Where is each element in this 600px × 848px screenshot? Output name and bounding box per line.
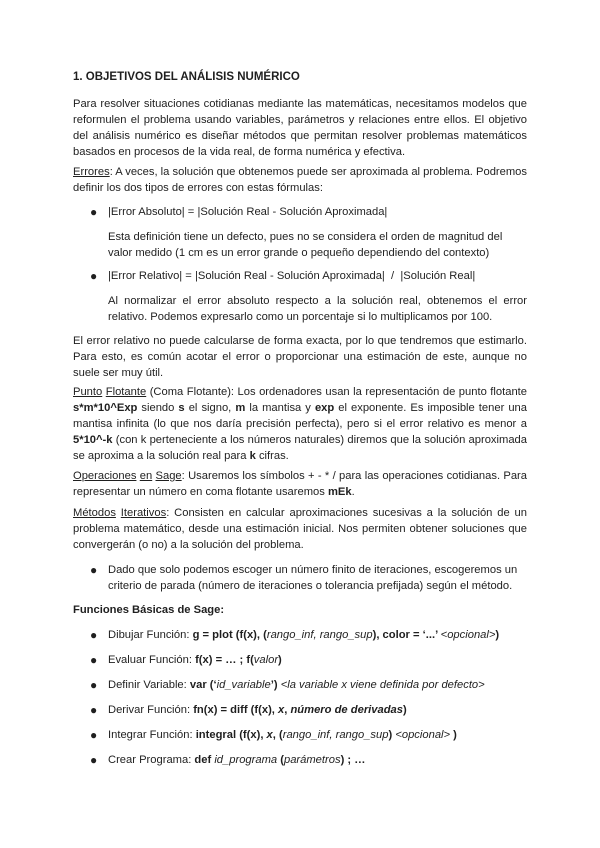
mantissa-symbol: m — [235, 402, 246, 414]
code-part: , — [284, 704, 291, 716]
code-param: número de derivadas — [290, 704, 404, 716]
code-part: ) — [450, 729, 457, 741]
code-part: ) — [388, 729, 396, 741]
errores-term: Errores — [73, 166, 110, 178]
punto-text: siendo — [137, 402, 179, 414]
intro-paragraph: Para resolver situaciones cotidianas mediante las matemáticas, necesitamos modelos que reformulen el problema usando variables, parámetros y relaciones entre ellos. El objetivo del análisis numérico es diseñar métodos que permitan resolver problemas matemáticos basados en procesos de la vida real, de forma numérica y efectiva. — [73, 98, 527, 158]
code-part: integral (f(x), — [195, 729, 267, 741]
code-part: ), color = ‘...’ — [372, 629, 441, 641]
sage-item-evaluar — [108, 652, 527, 668]
flotante-term: Flotante — [105, 386, 147, 398]
item-label: Derivar Función: — [108, 704, 194, 716]
iterativos-term: Iterativos — [120, 507, 167, 519]
bullet-icon: ● — [90, 753, 98, 767]
bullet-icon: ● — [90, 678, 98, 692]
item-label: Integrar Función: — [108, 729, 196, 741]
metodos-text: : Consisten en calcular aproximaciones sucesivas a la solución de un problema matemático, desde una estimación inicial. Nos permiten obtener soluciones que convergerán (o no) a la solución del problema. — [73, 507, 527, 551]
sage-item-dibujar — [108, 627, 527, 643]
bullet-icon: ● — [90, 269, 98, 283]
sage-item-integrar — [108, 727, 527, 743]
code-note: <opcional> — [395, 729, 451, 741]
code-param: rango_inf, rango_sup — [266, 629, 373, 641]
k-symbol: k — [249, 450, 256, 462]
section-heading: 1. OBJETIVOS DEL ANÁLISIS NUMÉRICO — [73, 71, 300, 83]
code-part: fn(x) = diff (f(x), — [193, 704, 279, 716]
code-param: x — [266, 729, 273, 741]
operaciones-term: Operaciones — [73, 470, 137, 482]
code-part: ) — [278, 654, 282, 666]
float-notation: mEk — [327, 486, 352, 498]
code-part: ) — [495, 629, 500, 641]
code-part: ) ; … — [340, 754, 366, 766]
sign-symbol: s — [178, 402, 185, 414]
sage-item-definir — [108, 677, 527, 693]
code-note: <opcional> — [440, 629, 496, 641]
punto-term: Punto — [73, 386, 103, 398]
sage-item-crear — [108, 752, 527, 768]
punto-text: el signo, — [184, 402, 236, 414]
bullet-icon: ● — [90, 563, 98, 577]
error-absoluto-formula: |Error Absoluto| = |Solución Real - Solución Aproximada| — [108, 206, 388, 218]
metodos-paragraph — [73, 505, 527, 553]
code-part: ’) — [270, 679, 281, 691]
operaciones-text: . — [351, 486, 355, 498]
code-part: f(x) = … ; f( — [195, 654, 254, 666]
code-param: rango_inf, rango_sup — [282, 729, 389, 741]
bullet-icon: ● — [90, 728, 98, 742]
item-label: Definir Variable: — [108, 679, 190, 691]
sage-item-derivar — [108, 702, 527, 718]
code-part: ) — [403, 704, 407, 716]
punto-flotante-paragraph — [73, 384, 527, 464]
en-term: en — [139, 470, 153, 482]
operaciones-text: : Usaremos los símbolos + - * / para las operaciones cotidianas. Para representar un número en coma flotante usaremos — [73, 470, 528, 498]
error-relativo-desc: Al normalizar el error absoluto respecto a la solución real, obtenemos el error relativo. Podemos expresarlo como un porcentaje si lo multiplicamos por 100. — [108, 295, 527, 323]
code-param: id_programa — [214, 754, 278, 766]
punto-text: la mantisa y — [245, 402, 315, 414]
bullet-icon: ● — [90, 703, 98, 717]
error-relativo-formula: |Error Relativo| = |Solución Real - Solución Aproximada| / |Solución Real| — [108, 270, 476, 282]
code-param: valor — [253, 654, 279, 666]
sage-term: Sage — [155, 470, 182, 482]
errores-paragraph — [73, 164, 527, 196]
item-label: Evaluar Función: — [108, 654, 196, 666]
code-param: x — [278, 704, 285, 716]
item-label: Dibujar Función: — [108, 629, 193, 641]
punto-text: (con k perteneciente a los números naturales) diremos que la solución aproximada se aproxima a la solución real para — [73, 434, 527, 462]
bullet-icon: ● — [90, 653, 98, 667]
item-label: Crear Programa: — [108, 754, 195, 766]
errores-text: : A veces, la solución que obtenemos puede ser aproximada al problema. Podremos definir los dos tipos de errores con estas fórmulas: — [73, 166, 527, 194]
error-bound: 5*10^-k — [73, 434, 113, 446]
code-part: var (‘ — [189, 679, 217, 691]
bullet-icon: ● — [90, 205, 98, 219]
exp-symbol: exp — [314, 402, 335, 414]
float-format: s*m*10^Exp — [73, 402, 138, 414]
sage-functions-heading: Funciones Básicas de Sage: — [73, 604, 225, 616]
punto-text: el exponente. Es imposible tener una mantisa infinita (lo que nos daría precisión perfecta), pero si el error relativo es menor a — [73, 402, 527, 430]
relativo-paragraph: El error relativo no puede calcularse de forma exacta, por lo que tendremos que estimarlo. Para esto, es común acotar el error o proporcionar una estimación de este, aunque no suele ser muy útil. — [73, 335, 527, 379]
code-part: ( — [277, 754, 284, 766]
code-param: parámetros — [283, 754, 341, 766]
bullet-icon: ● — [90, 628, 98, 642]
punto-text: (Coma Flotante): Los ordenadores usan la representación de punto flotante — [146, 386, 528, 398]
code-param: id_variable — [216, 679, 271, 691]
code-part: g = plot (f(x), ( — [192, 629, 267, 641]
operaciones-paragraph — [73, 468, 527, 500]
metodos-term: Métodos — [73, 507, 116, 519]
metodos-bullet-text: Dado que solo podemos escoger un número finito de iteraciones, escogeremos un criterio de parada (número de iteraciones o tolerancia prefijada) según el método. — [108, 564, 518, 592]
code-part: def — [194, 754, 215, 766]
error-absoluto-desc: Esta definición tiene un defecto, pues no se considera el orden de magnitud del valor medido (1 cm es un error grande o pequeño dependiendo del contexto) — [108, 231, 503, 259]
code-note: <la variable x viene definida por defecto> — [280, 679, 485, 691]
punto-text: cifras. — [255, 450, 289, 462]
code-part: , ( — [272, 729, 283, 741]
